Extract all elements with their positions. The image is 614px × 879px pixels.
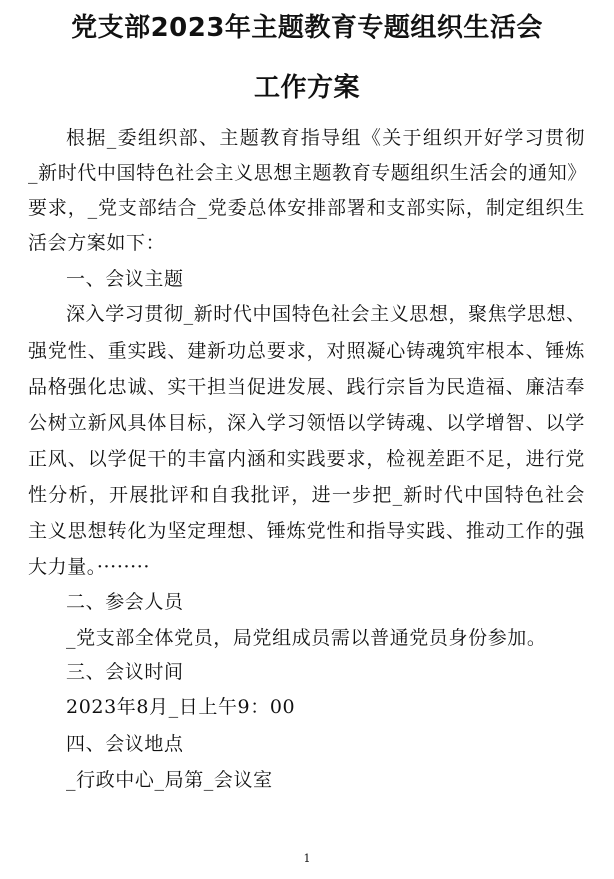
intro-line-3: 要求，_党支部结合_党委总体安排部署和支部实际，制定组织生 (28, 197, 585, 219)
section3-heading: 三、会议时间 (66, 661, 184, 683)
section1-line-7: 主义思想转化为坚定理想、锤炼党性和指导实践、推动工作的强 (28, 520, 585, 542)
section1-line-6: 性分析，开展批评和自我批评，进一步把_新时代中国特色社会 (28, 484, 585, 506)
section4-heading: 四、会议地点 (66, 733, 184, 755)
section3-body: 2023年8月_日上午9：00 (66, 696, 296, 718)
section2-body: _党支部全体党员，局党组成员需以普通党员身份参加。 (66, 627, 547, 649)
section1-line-4: 公树立新风具体目标，深入学习领悟以学铸魂、以学增智、以学 (28, 412, 585, 434)
intro-line-2: _新时代中国特色社会主义思想主题教育专题组织生活会的通知》 (28, 162, 587, 184)
section1-line-2: 强党性、重实践、建新功总要求，对照凝心铸魂筑牢根本、锤炼 (28, 340, 585, 362)
section1-line-5: 正风、以学促干的丰富内涵和实践要求，检视差距不足，进行党 (28, 448, 585, 470)
section1-line-1: 深入学习贯彻_新时代中国特色社会主义思想，聚焦学思想、 (66, 303, 586, 325)
page-number: 1 (303, 852, 311, 865)
intro-line-1: 根据_委组织部、主题教育指导组《关于组织开好学习贯彻 (66, 127, 585, 149)
section1-heading: 一、会议主题 (66, 268, 184, 290)
section1-line-8: 大力量。········ (28, 556, 151, 578)
document-title-line2: 工作方案 (253, 73, 360, 103)
section1-line-3: 品格强化忠诚、实干担当促进发展、践行宗旨为民造福、廉洁奉 (28, 376, 585, 398)
document-title-line1: 党支部2023年主题教育专题组织生活会 (71, 13, 543, 43)
intro-line-4: 活会方案如下： (28, 232, 166, 254)
section4-body: _行政中心_局第_会议室 (66, 769, 273, 791)
section2-heading: 二、参会人员 (66, 591, 184, 613)
